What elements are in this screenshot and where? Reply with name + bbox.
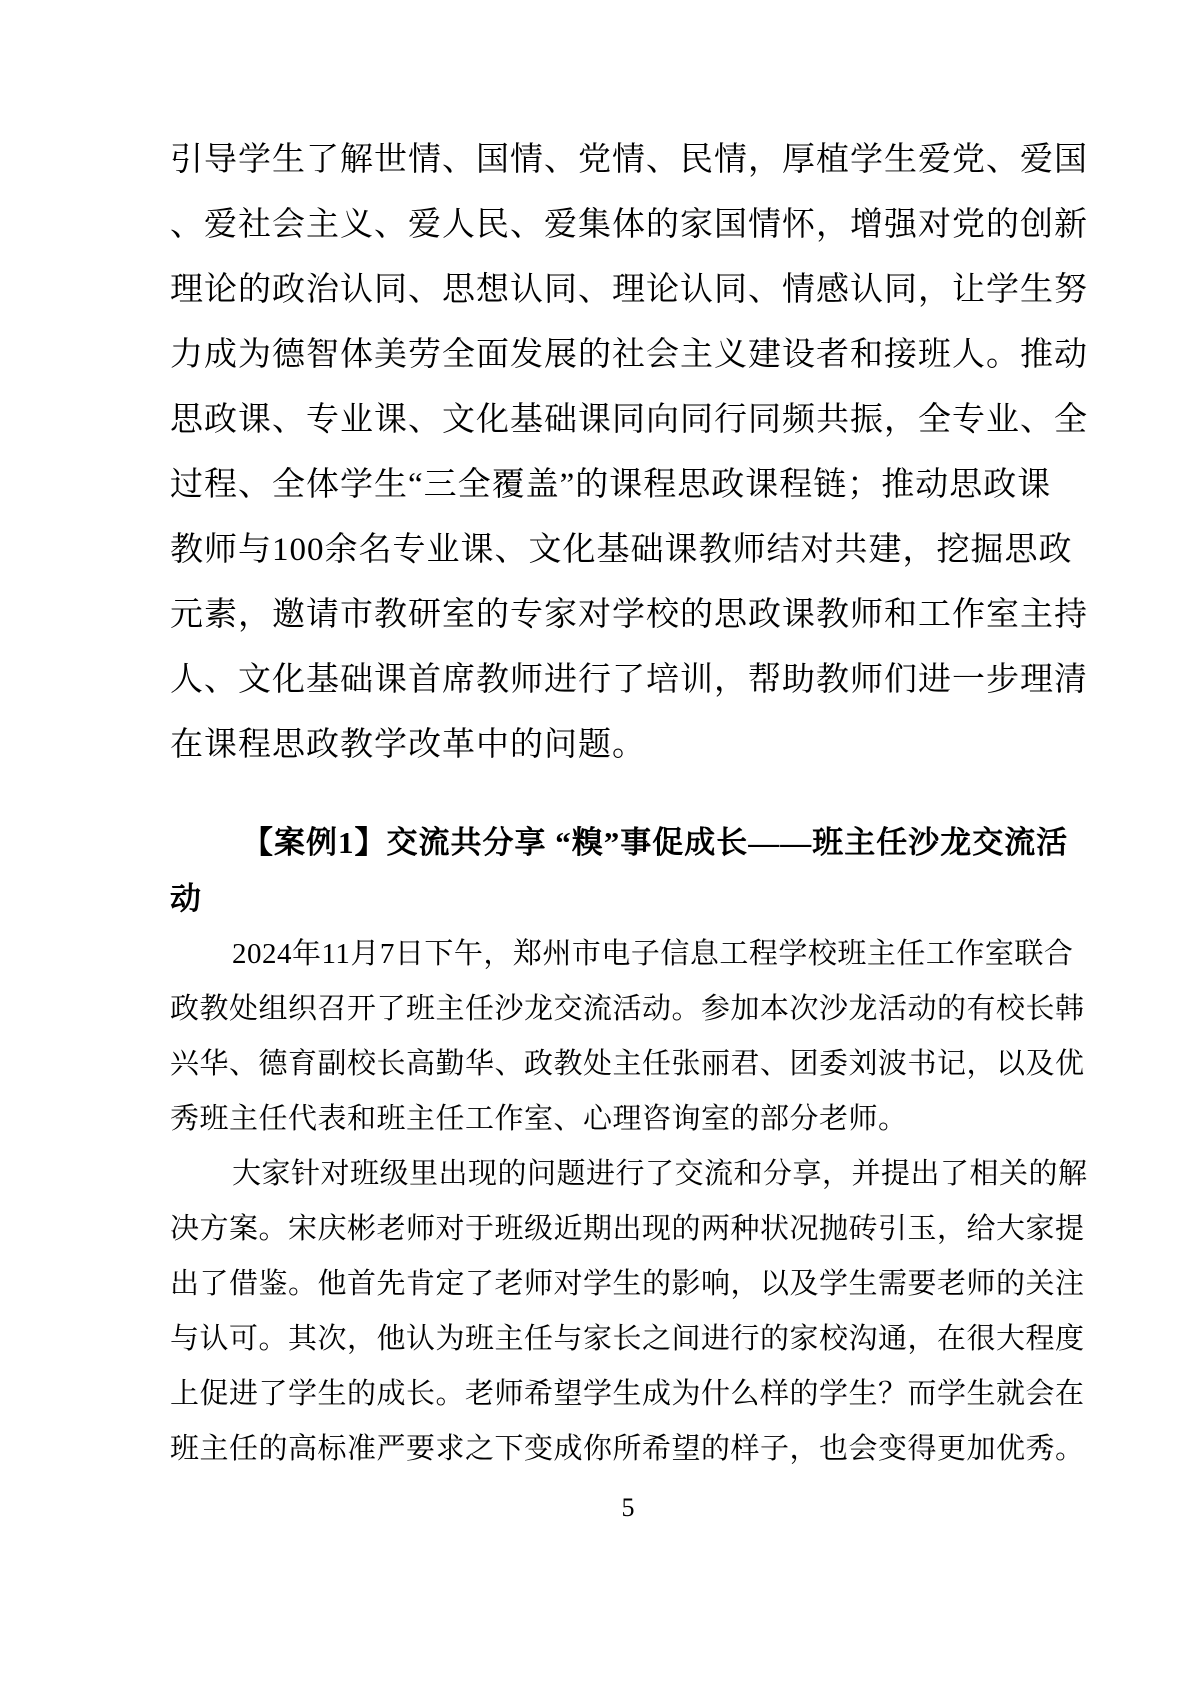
text-line: 元素，邀请市教研室的专家对学校的思政课教师和工作室主持 bbox=[170, 597, 1088, 633]
case1-heading bbox=[170, 815, 1086, 927]
text-line: 上促进了学生的成长。老师希望学生成为什么样的学生？而学生就会在 bbox=[170, 1378, 1085, 1410]
text-line: 动 bbox=[170, 881, 202, 916]
text-line: 【案例1】交流共分享 “糗”事促成长——班主任沙龙交流活 bbox=[242, 825, 1069, 860]
text-line: 思政课、专业课、文化基础课同向同行同频共振，全专业、全 bbox=[170, 402, 1088, 438]
text-line: 秀班主任代表和班主任工作室、心理咨询室的部分老师。 bbox=[170, 1103, 908, 1135]
text-line: 教师与100余名专业课、文化基础课教师结对共建，挖掘思政 bbox=[170, 532, 1073, 568]
text-line: 力成为德智体美劳全面发展的社会主义建设者和接班人。推动 bbox=[170, 337, 1088, 373]
text-line: 、爱社会主义、爱人民、爱集体的家国情怀，增强对党的创新 bbox=[170, 207, 1088, 243]
page-content bbox=[170, 128, 1086, 1477]
paragraph-salon-discussion bbox=[170, 1147, 1086, 1477]
text-line: 兴华、德育副校长高勤华、政教处主任张丽君、团委刘波书记，以及优 bbox=[170, 1048, 1085, 1080]
text-line: 在课程思政教学改革中的问题。 bbox=[170, 727, 646, 763]
text-line: 出了借鉴。他首先肯定了老师对学生的影响，以及学生需要老师的关注 bbox=[170, 1268, 1085, 1300]
text-line: 过程、全体学生“三全覆盖”的课程思政课程链；推动思政课 bbox=[170, 467, 1052, 503]
text-line: 引导学生了解世情、国情、党情、民情，厚植学生爱党、爱国 bbox=[170, 142, 1088, 178]
paragraph-course-ideology bbox=[170, 128, 1086, 778]
text-line: 政教处组织召开了班主任沙龙交流活动。参加本次沙龙活动的有校长韩 bbox=[170, 993, 1085, 1025]
text-line: 人、文化基础课首席教师进行了培训，帮助教师们进一步理清 bbox=[170, 662, 1088, 698]
text-line: 与认可。其次，他认为班主任与家长之间进行的家校沟通，在很大程度 bbox=[170, 1323, 1085, 1355]
text-line: 理论的政治认同、思想认同、理论认同、情感认同，让学生努 bbox=[170, 272, 1088, 308]
text-line: 班主任的高标准严要求之下变成你所希望的样子，也会变得更加优秀。 bbox=[170, 1433, 1085, 1465]
paragraph-salon-intro bbox=[170, 927, 1086, 1147]
text-line: 2024年11月7日下午，郑州市电子信息工程学校班主任工作室联合 bbox=[232, 938, 1074, 970]
text-line: 大家针对班级里出现的问题进行了交流和分享，并提出了相关的解 bbox=[232, 1158, 1088, 1190]
text-line: 决方案。宋庆彬老师对于班级近期出现的两种状况抛砖引玉，给大家提 bbox=[170, 1213, 1085, 1245]
page-number: 5 bbox=[621, 1493, 635, 1522]
